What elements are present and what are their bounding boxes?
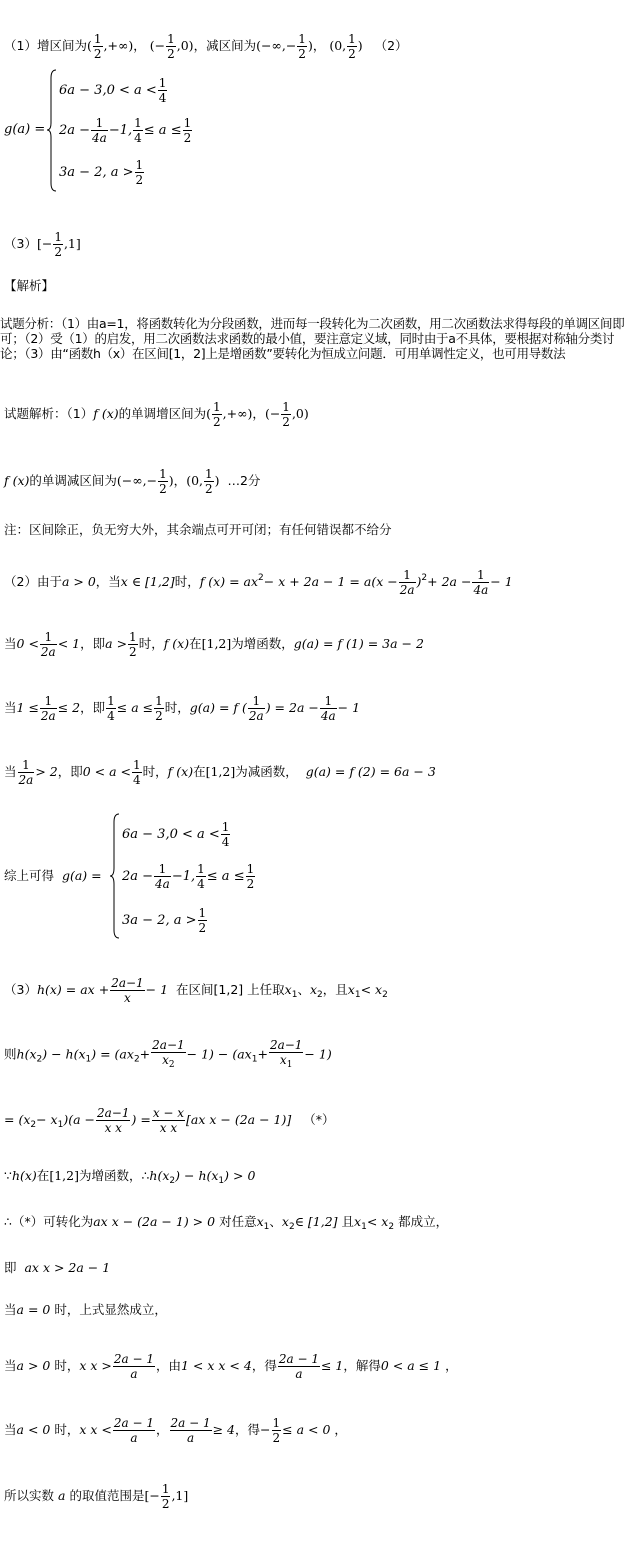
brace-icon (47, 68, 57, 193)
case-3: 3a − 2, a > $\frac{1}{2}$ (59, 158, 144, 187)
fraction: $\frac{1}{2}$ (298, 32, 306, 61)
case-2: 2a − $\frac{1}{4a}$ −1, $\frac{1}{4}$ ≤ a ≤ $\frac{1}{2}$ (59, 116, 192, 145)
ga-label: g(a) = (4, 122, 46, 137)
case-middle: 当1 ≤ $\frac{1}{2a}$ ≤ 2，即 $\frac{1}{4}$ ≤ a ≤ $\frac{1}{2}$ 时，g(a) = f ( $\frac{1}{2a}$ ) = 2a − $\frac{1}{4a}$ − 1 (4, 694, 361, 723)
difference-line: 则$h(x_2) - h(x_1) = (ax_2+$ $\frac{2a-1}{x_2}$ − $1) - (ax_1+$ $\frac{2a-1}{x_1}$ − 1) (4, 1038, 332, 1070)
analysis-paragraph: 试题分析：（1）由a=1，将函数转化为分段函数，进而每一段转化为二次函数，用二次函数法求得每段的单调区间即可；（2）受（1）的启发，用二次函数法求函数的最小值，要注意定义域，同时由于a不具体，要根据对称轴分类讨论；（3）由“函数h（x）在区间[1，2]上是增函数”要转化为恒成立问题．可用单调性定义，也可用导数法 (0, 316, 625, 361)
answer-part-1: （1）增区间为( $\frac{1}{2}$ ,+∞)， (− $\frac{1}{2}$ ,0)，减区间为(−∞,− $\frac{1}{2}$ )， (0, $\frac{1}{2}$ ) （2） (4, 32, 408, 61)
case-a-negative: 当a < 0 时，x x < $\frac{2a - 1}{a}$ ， $\frac{2a - 1}{a}$ ≥ 4，得− $\frac{1}{2}$ ≤ a < 0 ， (4, 1416, 347, 1445)
note-line: 注：区间除正，负无穷大外，其余端点可开可闭；有任何错误都不给分 (4, 522, 392, 537)
solution-line-1: 试题解析：（1）f (x)的单调增区间为( $\frac{1}{2}$ ,+∞)，(− $\frac{1}{2}$ ,0) (4, 400, 309, 429)
fraction: $\frac{1}{2}$ (167, 32, 175, 61)
case-a-positive: 当a > 0 时，x x > $\frac{2a - 1}{a}$ ，由1 < x x < 4，得 $\frac{2a - 1}{a}$ ≤ 1，解得0 < a ≤ 1 ， (4, 1352, 458, 1381)
fraction: $\frac{1}{2}$ (93, 32, 102, 61)
jiexi-heading: 【解析】 (4, 278, 55, 293)
answer-part-3: （3）[− $\frac{1}{2}$ ,1] (4, 230, 81, 259)
case-decreasing: 当 $\frac{1}{2a}$ > 2，即0 < a < $\frac{1}{4}$ 时，f (x)在[1,2]为减函数， g(a) = f (2) = 6a − 3 (4, 758, 436, 787)
conclusion-line: 所以实数 a 的取值范围是[− $\frac{1}{2}$ ,1] (4, 1482, 189, 1511)
fraction: $\frac{1}{2}$ (348, 32, 356, 61)
summary-piecewise: 6a − 3,0 < a < $\frac{1}{4}$ 2a − $\frac{1}{4a}$ −1, $\frac{1}{4}$ ≤ a ≤ $\frac{1}{2}$ 3a − 2, a > $\frac{1}{2}$ (110, 812, 310, 940)
increasing-premise: ∵h(x)在[1,2]为增函数，$\therefore h(x_2) - h(x_1) > 0$ (4, 1168, 256, 1186)
factor-line: = $(x_2- x_1)(a$ − $\frac{2a-1}{\text{x x}}$ ) = $\frac{x - x}{\text{x x}}$ [ax x − (2a − 1)] （*） (4, 1106, 335, 1135)
part-3-setup: （3）h(x) = ax + $\frac{2a-1}{x}$ − 1 在区间[1,2] 上任取$x_1$、$x_2$，且$x_1< x_2$ (4, 976, 388, 1005)
inequality-line: 即 ax x > 2a − 1 (4, 1260, 111, 1275)
case-a-zero: 当a = 0 时，上式显然成立， (4, 1302, 167, 1317)
solution-line-2: f (x)的单调减区间为(−∞,− $\frac{1}{2}$ )，(0, $\frac{1}{2}$ ) …2分 (4, 467, 261, 496)
solution-part-2: （2）由于a > 0，当x ∈ [1,2]时，f $(x) = ax^2- x + 2a - 1 = a(x$ − $\frac{1}{2a}$ )$^2$+ 2a − $\frac{1}{4a}$ − 1 (4, 568, 513, 597)
brace-icon (110, 812, 120, 940)
ga-piecewise (47, 68, 247, 193)
summary-label: 综上可得 g(a) = (4, 868, 102, 883)
case-increasing: 当0 < $\frac{1}{2a}$ < 1，即a > $\frac{1}{2}$ 时，f (x)在[1,2]为增函数，g(a) = f (1) = 3a − 2 (4, 630, 424, 659)
case-1: 6a − 3,0 < a < $\frac{1}{4}$ (59, 76, 167, 105)
transform-line: ∴（*）可转化为ax x − (2a − 1) > 0 对任意$x_1$、$x_2\in$ [1,2] 且$x_1< x_2$ 都成立， (4, 1214, 449, 1232)
